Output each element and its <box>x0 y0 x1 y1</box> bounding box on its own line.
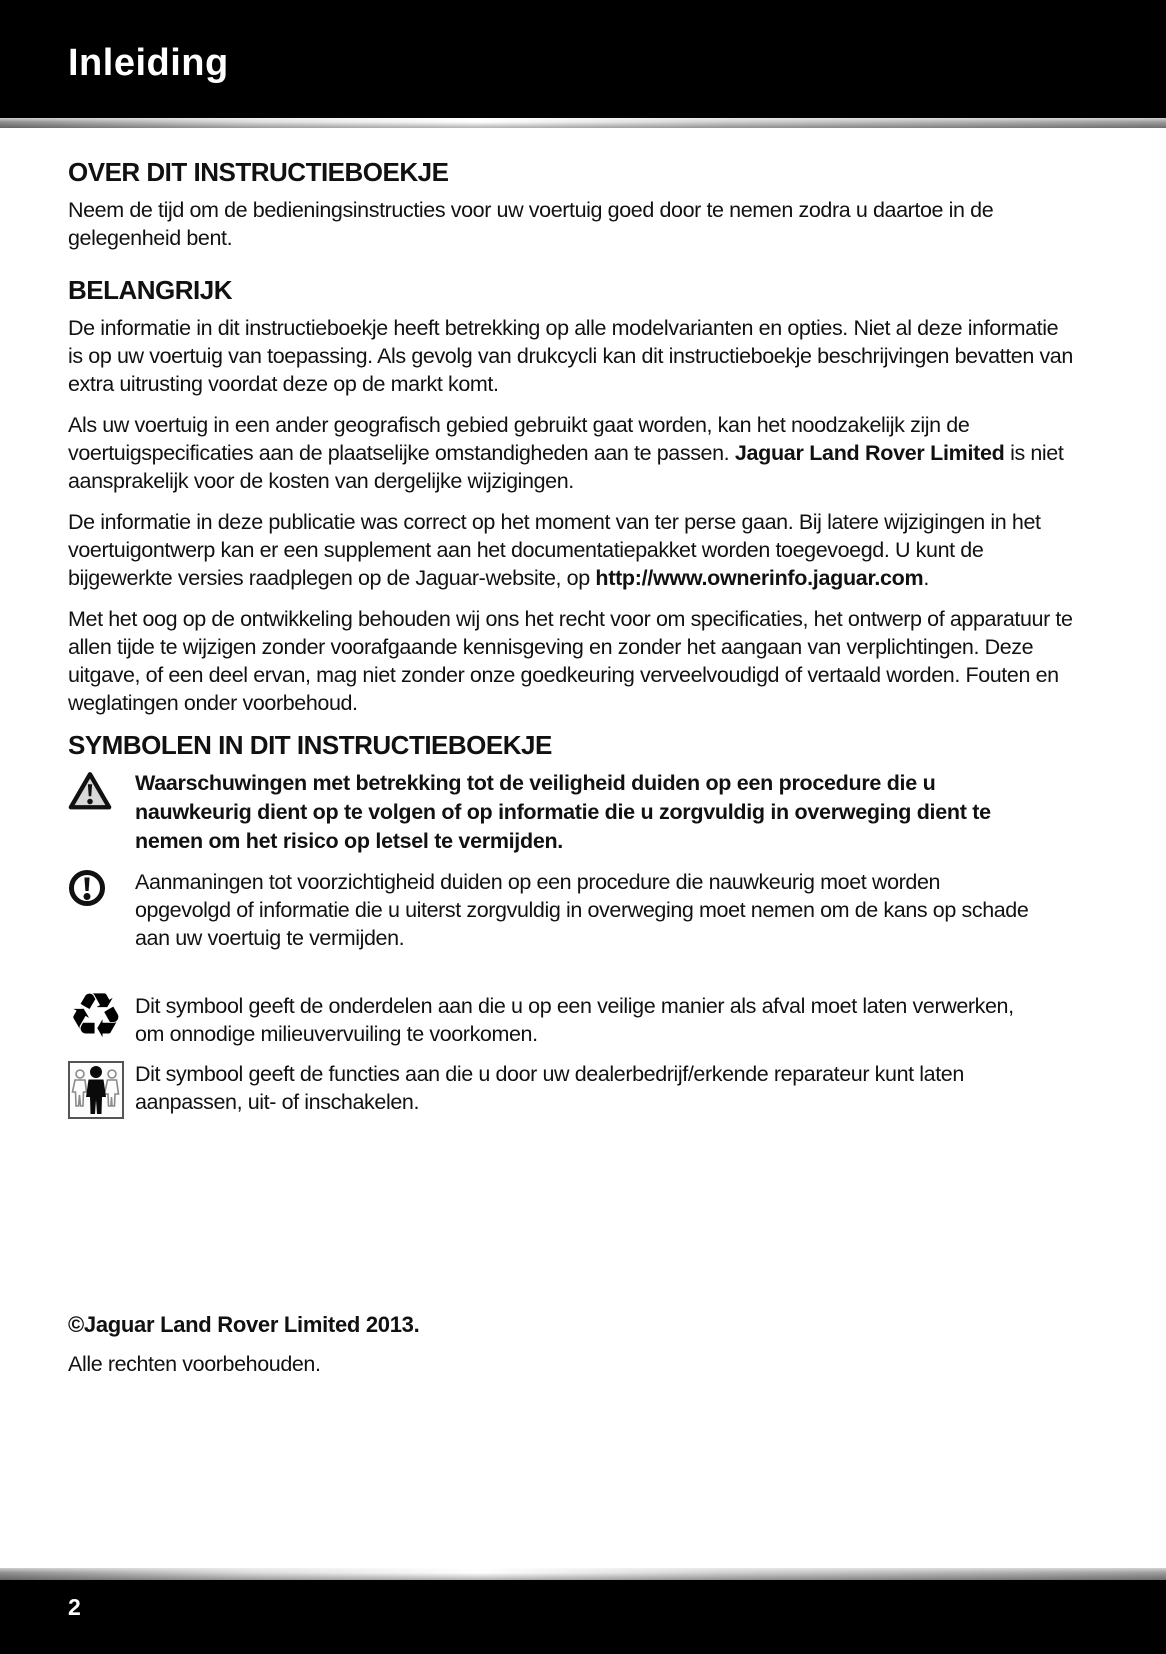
footer-bar <box>0 1580 1166 1654</box>
important-paragraph-3-tail: . <box>923 566 929 590</box>
caution-text: Aanmaningen tot voorzichtigheid duiden op een procedure die nauwkeurig moet worden opgevolgd of informatie die u uiterst zorgvuldig in overweging moet nemen om de kans op schade aan uw voertuig te vermijden. <box>135 870 1029 950</box>
important-paragraph-2-text: Als uw voertuig in een ander geografisch gebied gebruikt gaat worden, kan het noodzakelijk zijn de voertuigspecificaties aan de plaatselijke omstandigheden aan te passen. <box>68 413 970 465</box>
header-bar <box>0 0 1166 118</box>
about-paragraph: Neem de tijd om de bedieningsinstructies voor uw voertuig goed door te nemen zodra u daartoe in de gelegenheid bent. <box>68 198 994 250</box>
symbol-row-warning <box>68 769 1110 856</box>
metallic-divider-top <box>0 118 1166 128</box>
important-paragraph-2-tail: is niet aansprakelijk voor de kosten van dergelijke wijzigingen. <box>68 441 1064 493</box>
company-name: Jaguar Land Rover Limited <box>734 441 1005 465</box>
important-paragraph-2 <box>68 411 1078 495</box>
owner-info-url[interactable]: http://www.ownerinfo.jaguar.com <box>595 566 924 590</box>
warning-triangle-icon <box>68 769 135 856</box>
symbol-row-caution <box>68 868 1110 952</box>
recycle-text: Dit symbool geeft de onderdelen aan die u op een veilige manier als afval moet laten verwerken, om onnodige milieuvervuiling te voorkomen. <box>135 994 1014 1046</box>
symbol-row-recycle <box>68 979 1110 1052</box>
important-paragraph-3-text: De informatie in deze publicatie was correct op het moment van ter perse gaan. Bij latere wijzigingen in het voertuigontwerp kan er een supplement aan het documentatiepakket worden toegevoegd. U kunt de bijgewerkte versies raadplegen op de Jaguar-website, op <box>68 510 1041 590</box>
copyright-line: ©Jaguar Land Rover Limited 2013. <box>68 1312 420 1337</box>
dealer-configurable-icon <box>68 1060 135 1124</box>
important-paragraph-1: De informatie in dit instructieboekje heeft betrekking op alle modelvarianten en opties. Niet al deze informatie is op uw voertuig van toepassing. Als gevolg van drukcycli kan dit instructieboekje beschrijvingen bevatten van extra uitrusting voordat deze op de markt komt. <box>68 316 1073 396</box>
page-number: 2 <box>68 1594 81 1620</box>
important-paragraph-4: Met het oog op de ontwikkeling behouden wij ons het recht voor om specificaties, het ontwerp of apparatuur te allen tijde te wijzigen zonder voorafgaande kennisgeving en zonder het aangaan van verplichtingen. Deze uitgave, of een deel ervan, mag niet zonder onze goedkeuring verveelvoudigd of vertaald worden. Fouten en weglatingen onder voorbehoud. <box>68 607 1073 715</box>
rights-line: Alle rechten voorbehouden. <box>68 1352 321 1376</box>
section-heading-about: OVER DIT INSTRUCTIEBOEKJE <box>68 157 449 187</box>
symbol-row-dealer <box>68 1060 1110 1124</box>
page-footer <box>0 1568 1166 1654</box>
important-paragraph-3 <box>68 508 1078 592</box>
caution-circle-icon <box>68 868 135 952</box>
recycling-glyph: ♻ <box>68 979 124 1052</box>
section-heading-symbols: SYMBOLEN IN DIT INSTRUCTIEBOEKJE <box>68 730 552 760</box>
dealer-text: Dit symbool geeft de functies aan die u door uw dealerbedrijf/erkende reparateur kunt laten aanpassen, uit- of inschakelen. <box>135 1062 964 1114</box>
page-title: Inleiding <box>68 42 229 84</box>
section-heading-important: BELANGRIJK <box>68 275 233 305</box>
recycling-symbol-icon <box>68 979 135 1052</box>
page-content <box>0 158 1166 1377</box>
metallic-divider-bottom <box>0 1568 1166 1580</box>
warning-text: Waarschuwingen met betrekking tot de veiligheid duiden op een procedure die u nauwkeurig dient op te volgen of op informatie die u zorgvuldig in overweging dient te nemen om het risico op letsel te vermijden. <box>135 771 991 853</box>
